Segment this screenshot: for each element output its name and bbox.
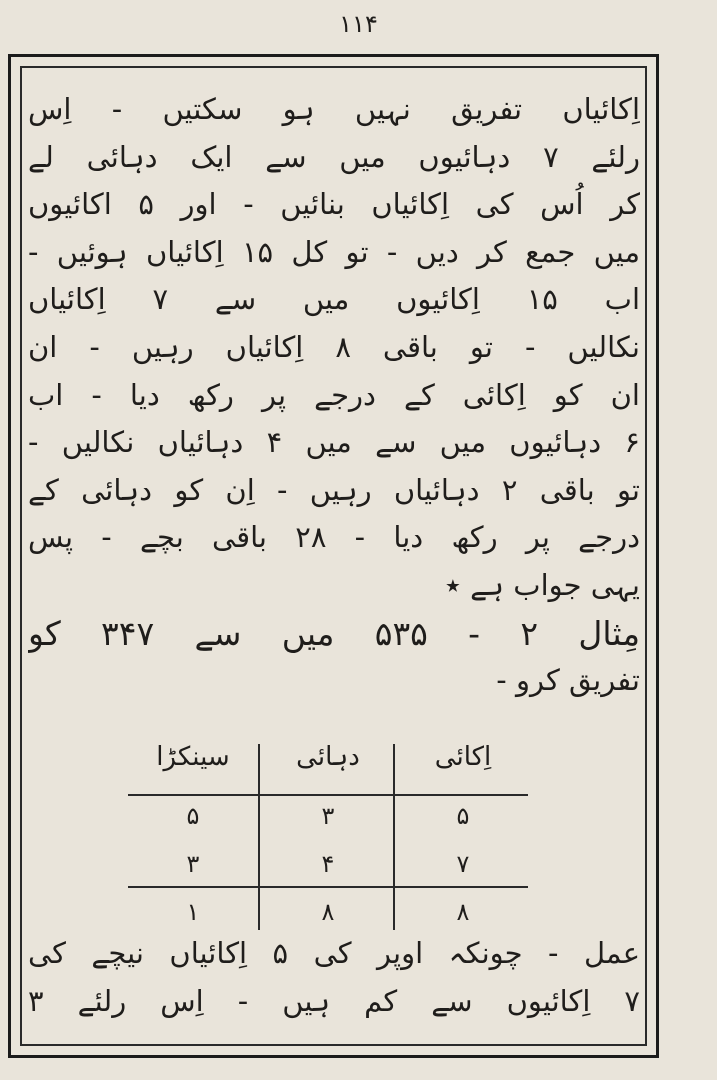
text-line: درجے پر رکھ دیا - ۲۸ باقی بچے - پس [28, 520, 640, 555]
table-cell: ۳ [321, 802, 335, 830]
footer-text [28, 930, 640, 1025]
text-line: میں جمع کر دیں - تو کل ۱۵ اِکائیاں ہوئیں - [28, 234, 640, 269]
table-cell: ۴ [321, 850, 335, 878]
text-line-answer: یہی جواب ہے ٭ [445, 567, 640, 602]
table-cell: ۸ [456, 898, 470, 926]
text-line: کر اُس کی اِکائیاں بنائیں - اور ۵ اکائیوں [28, 187, 640, 222]
text-line: ۷ اِکائیوں سے کم ہیں - اِس رلئے ۳ [28, 983, 640, 1018]
table-cell: ۱ [186, 898, 200, 926]
table-cell: ۸ [321, 898, 335, 926]
column-divider [258, 744, 260, 930]
subtraction-table [128, 742, 528, 930]
example-heading: مِثال ۲ - ۵۳۵ میں سے ۳۴۷ کو [28, 613, 640, 653]
header-hundreds: سینکڑا [156, 742, 230, 772]
header-units: اِکائی [434, 742, 492, 772]
table-cell: ۷ [456, 850, 470, 878]
column-divider [393, 744, 395, 930]
result-rule [128, 886, 528, 888]
text-line: ۶ دہائیوں میں سے میں ۴ دہائیاں نکالیں - [28, 425, 640, 460]
table-cell: ۳ [186, 850, 200, 878]
table-cell: ۵ [186, 802, 200, 830]
page-number: ۱۱۴ [339, 10, 378, 38]
text-line: ان کو اِکائی کے درجے پر رکھ دیا - اب [28, 377, 640, 412]
body-text [28, 86, 640, 705]
text-line: اِکائیاں تفریق نہیں ہو سکتیں - اِس [28, 92, 640, 126]
header-tens: دہائی [296, 742, 360, 772]
table-cell: ۵ [456, 802, 470, 830]
text-line: عمل - چونکہ اوپر کی ۵ اِکائیاں نیچے کی [28, 936, 640, 970]
text-line: رلئے ۷ دہائیوں میں سے ایک دہائی لے [28, 139, 640, 174]
text-line: اب ۱۵ اِکائیوں میں سے ۷ اِکائیاں [28, 282, 640, 317]
header-rule [128, 794, 528, 796]
example-instruction: تفریق کرو - [496, 663, 640, 698]
text-line: نکالیں - تو باقی ۸ اِکائیاں رہیں - ان [28, 329, 640, 364]
text-line: تو باقی ۲ دہائیاں رہیں - اِن کو دہائی کے [28, 472, 640, 507]
